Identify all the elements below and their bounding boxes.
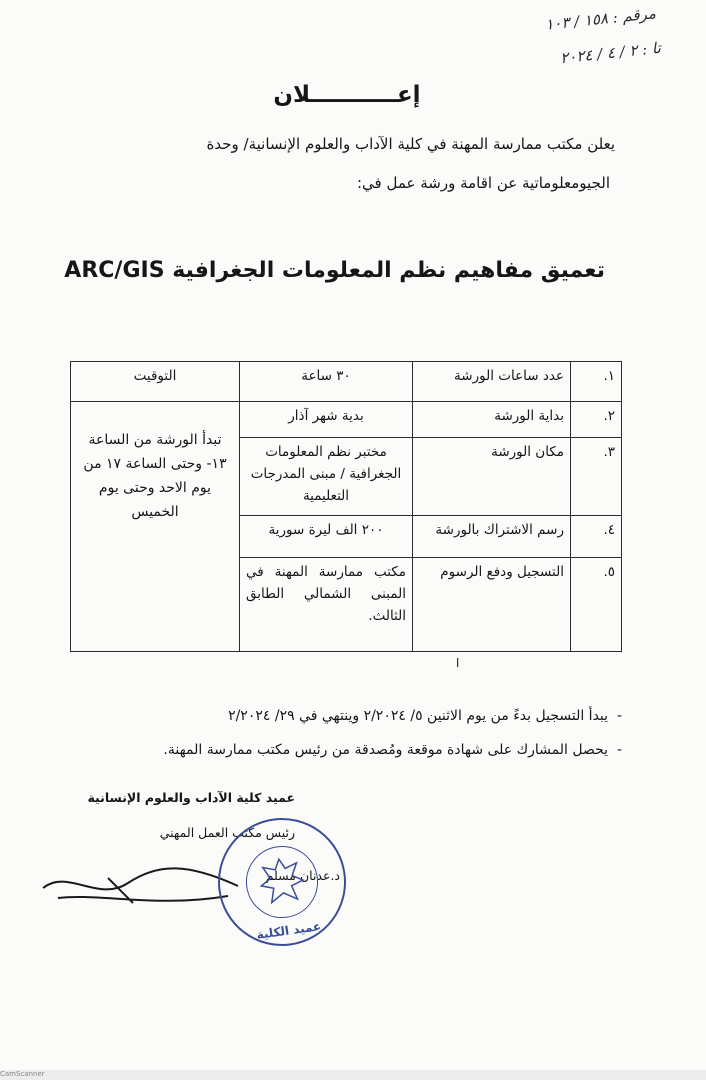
- row-value: ٢٠٠ الف ليرة سورية: [240, 516, 413, 558]
- workshop-info-table: [70, 361, 622, 652]
- row-label: بداية الورشة: [413, 402, 571, 438]
- bullet-text: يبدأ التسجيل بدءً من يوم الاثنين ٥/ ٢/٢٠٢٤ وينتهي في ٢٩/ ٢/٢٠٢٤: [228, 708, 609, 724]
- handwritten-signature: [38, 858, 248, 918]
- row-label: عدد ساعات الورشة: [413, 362, 571, 402]
- handwritten-ref-number: مرقم : ١٥٨ / ١٠٣: [544, 4, 657, 34]
- stray-mark: ا: [456, 656, 460, 670]
- signatory-title-office-head: رئيس مكتب العمل المهني: [159, 825, 295, 840]
- bullet-dash: -: [608, 708, 622, 724]
- table-row: [71, 402, 622, 438]
- bullet-certificate: [80, 742, 622, 758]
- row-label: رسم الاشتراك بالورشة: [413, 516, 571, 558]
- eagle-emblem-icon: [241, 841, 322, 922]
- intro-line-1: يعلن مكتب ممارسة المهنة في كلية الآداب والعلوم الإنسانية/ وحدة: [206, 135, 615, 153]
- signatory-title-dean: عميد كلية الآداب والعلوم الإنسانية: [87, 790, 295, 805]
- table-row: [71, 362, 622, 402]
- scanner-footer: [0, 1070, 706, 1080]
- row-number: ٤.: [571, 516, 622, 558]
- bullet-dash: -: [608, 742, 622, 758]
- row-number: ٥.: [571, 558, 622, 652]
- signatory-name: د.عدنان مسلم: [265, 868, 340, 883]
- timing-header: التوقيت: [71, 362, 240, 402]
- row-number: ١.: [571, 362, 622, 402]
- bullet-text: يحصل المشارك على شهادة موقعة ومُصدقة من رئيس مكتب ممارسة المهنة.: [163, 742, 609, 758]
- row-label: التسجيل ودفع الرسوم: [413, 558, 571, 652]
- handwritten-date: تا : ٢ / ٤ / ٢٠٢٤: [559, 38, 662, 68]
- row-number: ٣.: [571, 438, 622, 516]
- workshop-title: تعميق مفاهيم نظم المعلومات الجغرافية ARC/GIS: [64, 258, 605, 283]
- row-value: مختبر نظم المعلومات الجغرافية / مبنى المدرجات التعليمية: [240, 438, 413, 516]
- stamp-text: عميد الكلية: [255, 919, 322, 942]
- timing-note: تبدأ الورشة من الساعة ١٣- وحتى الساعة ١٧ من يوم الاحد وحتى يوم الخميس: [71, 402, 240, 652]
- row-number: ٢.: [571, 402, 622, 438]
- scanner-label: CamScanner: [0, 1070, 45, 1078]
- row-label: مكان الورشة: [413, 438, 571, 516]
- row-value: ٣٠ ساعة: [240, 362, 413, 402]
- page-title: إعـــــــــــلان: [273, 82, 421, 108]
- intro-line-2: الجيومعلوماتية عن اقامة ورشة عمل في:: [356, 174, 610, 192]
- bullet-registration-dates: [100, 708, 622, 724]
- row-value: بدية شهر آذار: [240, 402, 413, 438]
- row-value: مكتب ممارسة المهنة في المبنى الشمالي الطابق الثالث.: [240, 558, 413, 652]
